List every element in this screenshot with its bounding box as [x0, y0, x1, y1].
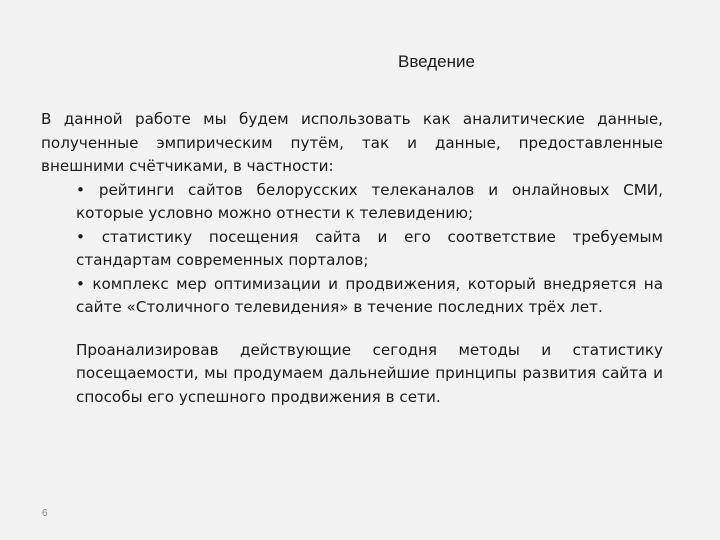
bullet-item-ratings: • рейтинги сайтов белорусских телеканалов и онлайновых СМИ, которые условно можно отнести к телевидению;: [76, 180, 663, 222]
conclusion-paragraph: Проанализировав действующие сегодня методы и статистику посещаемости, мы продумаем дальнейшие принципы развития сайта и способы его успешного продвижения в сети.: [76, 340, 663, 406]
bullet-item-optimization: • комплекс мер оптимизации и продвижения, который внедряется на сайте «Столичного телевидения» в течение последних трёх лет.: [76, 274, 663, 316]
slide-body: [41, 108, 663, 409]
bullet-list: [76, 179, 663, 320]
slide-title: Введение: [398, 52, 475, 71]
intro-paragraph: В данной работе мы будем использовать как аналитические данные, полученные эмпирическим путём, так и данные, предоставленные внешними счётчиками, в частности:: [41, 110, 663, 175]
page-number: 6: [42, 508, 48, 519]
bullet-item-statistics: • статистику посещения сайта и его соответствие требуемым стандартам современных порталов;: [76, 227, 663, 269]
